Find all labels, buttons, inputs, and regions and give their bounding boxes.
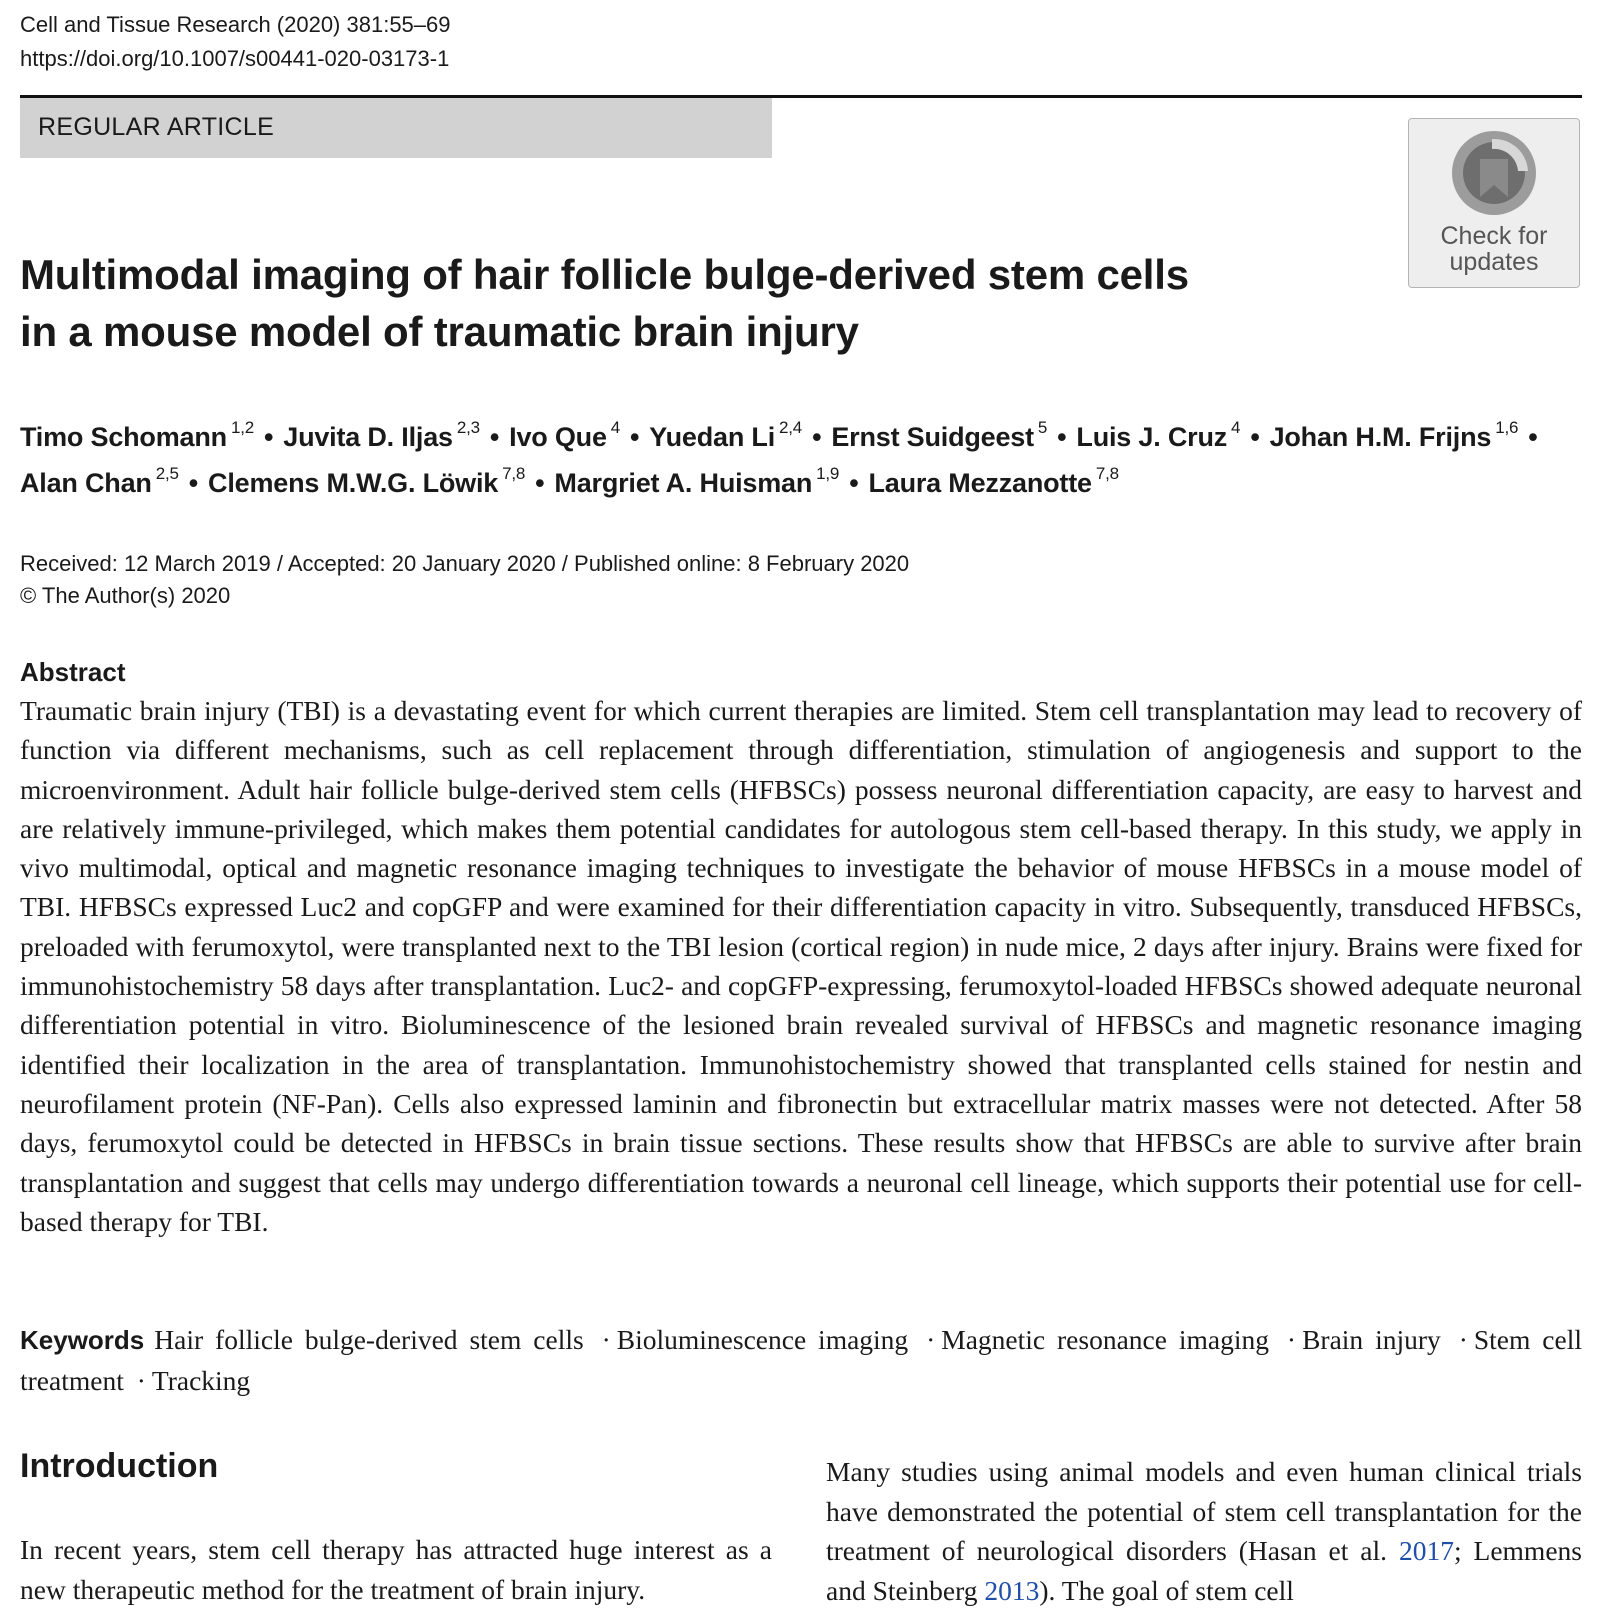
introduction-heading: Introduction <box>20 1447 219 1485</box>
author-affiliation: 1,9 <box>816 464 840 483</box>
check-updates-line1: Check for <box>1440 222 1548 250</box>
author-separator: • <box>1057 422 1067 452</box>
crossmark-icon <box>1446 125 1542 221</box>
abstract-body: Traumatic brain injury (TBI) is a devastating event for which current therapies are limited. Stem cell transplantation may lead to recovery of function via different mechanisms, such as cell replacement through differentiation, stimulation of angiogenesis and support to the microenvironment. Adult hair follicle bulge-derived stem cells (HFBSCs) possess neuronal differentiation capacity, are easy to harvest and are relatively immune-privileged, which makes them potential candidates for autologous stem cell-based therapy. In this study, we apply in vivo multimodal, optical and magnetic resonance imaging techniques to investigate the behavior of mouse HFBSCs in a mouse model of TBI. HFBSCs expressed Luc2 and copGFP and were examined for their differentiation capacity in vitro. Subsequently, transduced HFBSCs, preloaded with ferumoxytol, were transplanted next to the TBI lesion (cortical region) in nude mice, 2 days after injury. Brains were fixed for immunohistochemistry 58 days after transplantation. Luc2- and copGFP-expressing, ferumoxytol-loaded HFBSCs showed adequate neuronal differentiation potential in vitro. Bioluminescence of the lesioned brain revealed survival of HFBSCs and magnetic resonance imaging identified their localization in the area of transplantation. Immunohistochemistry showed that transplanted cells stained for nestin and neurofilament protein (NF-Pan). Cells also expressed laminin and fibronectin but extracellular matrix masses were not detected. After 58 days, ferumoxytol could be detected in HFBSCs in brain tissue sections. These results show that HFBSCs are able to survive after brain transplantation and suggest that cells may undergo differentiation towards a neuronal cell lineage, which supports their potential use for cell-based therapy for TBI. <box>20 695 1582 1237</box>
author-separator: • <box>1250 422 1260 452</box>
keywords-label: Keywords <box>20 1325 145 1355</box>
author-separator: • <box>489 422 500 452</box>
author-item[interactable] <box>868 464 1119 498</box>
introduction-left-column: In recent years, stem cell therapy has attracted huge interest as a new therapeutic method for the treatment of brain injury. <box>20 1534 772 1605</box>
author-affiliation: 4 <box>1231 418 1241 437</box>
doi-link[interactable]: https://doi.org/10.1007/s00441-020-03173-1 <box>20 46 450 71</box>
keyword-separator: · <box>926 1324 936 1355</box>
author-item[interactable] <box>20 464 179 498</box>
check-updates-line2: updates <box>1449 248 1539 276</box>
copyright-line: © The Author(s) 2020 <box>20 583 231 608</box>
intro-text-segment: ; Lemmens and Steinberg <box>826 1535 1582 1606</box>
author-affiliation: 1,2 <box>230 418 254 437</box>
author-name: Luis J. Cruz <box>1076 422 1228 452</box>
keyword-item: Magnetic resonance imaging <box>941 1324 1269 1355</box>
author-item[interactable] <box>283 418 480 452</box>
keyword-item: Tracking <box>151 1364 251 1396</box>
keyword-separator: · <box>1458 1324 1468 1355</box>
journal-citation: Cell and Tissue Research (2020) 381:55–69 <box>20 12 451 37</box>
author-affiliation: 7,8 <box>502 464 526 483</box>
keyword-item: Bioluminescence imaging <box>616 1324 909 1355</box>
author-list <box>20 411 1600 503</box>
author-affiliation: 2,5 <box>155 464 179 483</box>
author-item[interactable] <box>1076 418 1241 452</box>
author-name: Johan H.M. Frijns <box>1269 422 1492 452</box>
author-name: Timo Schomann <box>20 422 227 452</box>
author-separator: • <box>188 468 199 498</box>
keyword-separator: · <box>1286 1324 1297 1355</box>
author-affiliation: 2,4 <box>779 418 803 437</box>
author-name: Clemens M.W.G. Löwik <box>208 468 499 498</box>
article-type-banner: REGULAR ARTICLE <box>20 98 772 158</box>
author-name: Margriet A. Huisman <box>554 468 813 498</box>
article-title <box>20 246 1360 360</box>
citation-link[interactable]: 2013 <box>984 1574 1040 1606</box>
author-item[interactable] <box>831 418 1048 452</box>
intro-text-segment: ). The goal of stem cell <box>1039 1574 1294 1606</box>
abstract-heading: Abstract <box>20 657 126 687</box>
author-affiliation: 4 <box>610 418 621 437</box>
article-dates <box>20 548 909 612</box>
author-item[interactable] <box>20 418 254 452</box>
author-item[interactable] <box>1269 418 1519 452</box>
citation-link[interactable]: 2017 <box>1398 1535 1454 1566</box>
author-separator: • <box>535 468 545 498</box>
keyword-separator: · <box>601 1324 611 1355</box>
author-name: Juvita D. Iljas <box>283 422 453 452</box>
keywords-section <box>20 1320 1582 1400</box>
author-item[interactable] <box>509 418 621 452</box>
author-name: Ivo Que <box>509 422 607 452</box>
keyword-item: Brain injury <box>1302 1324 1441 1355</box>
author-affiliation: 1,6 <box>1495 418 1519 437</box>
author-item[interactable] <box>554 464 840 498</box>
title-line-2: in a mouse model of traumatic brain injury <box>20 308 859 355</box>
author-affiliation: 5 <box>1037 418 1048 437</box>
author-separator: • <box>812 422 822 452</box>
check-updates-label <box>1409 223 1579 275</box>
keyword-item: Stem cell treatment <box>20 1324 1582 1396</box>
intro-text-segment: Many studies using animal models and even human clinical trials have demonstrated the potential of stem cell transplantation for the treatment of neurological disorders (Hasan et al. <box>826 1456 1582 1566</box>
author-separator: • <box>1528 422 1538 452</box>
author-name: Yuedan Li <box>649 422 776 452</box>
history-dates: Received: 12 March 2019 / Accepted: 20 January 2020 / Published online: 8 February 2020 <box>20 551 910 576</box>
author-item[interactable] <box>208 464 526 498</box>
author-affiliation: 2,3 <box>456 418 480 437</box>
journal-header <box>20 8 451 76</box>
author-item[interactable] <box>649 418 803 452</box>
title-line-1: Multimodal imaging of hair follicle bulge-derived stem cells <box>20 251 1189 298</box>
author-separator: • <box>849 468 859 498</box>
keyword-item: Hair follicle bulge-derived stem cells <box>154 1324 584 1355</box>
author-affiliation: 7,8 <box>1095 464 1119 483</box>
introduction-right-column <box>826 1452 1582 1610</box>
author-name: Alan Chan <box>20 468 152 498</box>
check-for-updates-badge[interactable] <box>1408 118 1580 288</box>
author-name: Laura Mezzanotte <box>868 468 1092 498</box>
keyword-separator: · <box>136 1364 146 1396</box>
author-separator: • <box>263 422 274 452</box>
author-name: Ernst Suidgeest <box>831 422 1034 452</box>
author-separator: • <box>630 422 640 452</box>
